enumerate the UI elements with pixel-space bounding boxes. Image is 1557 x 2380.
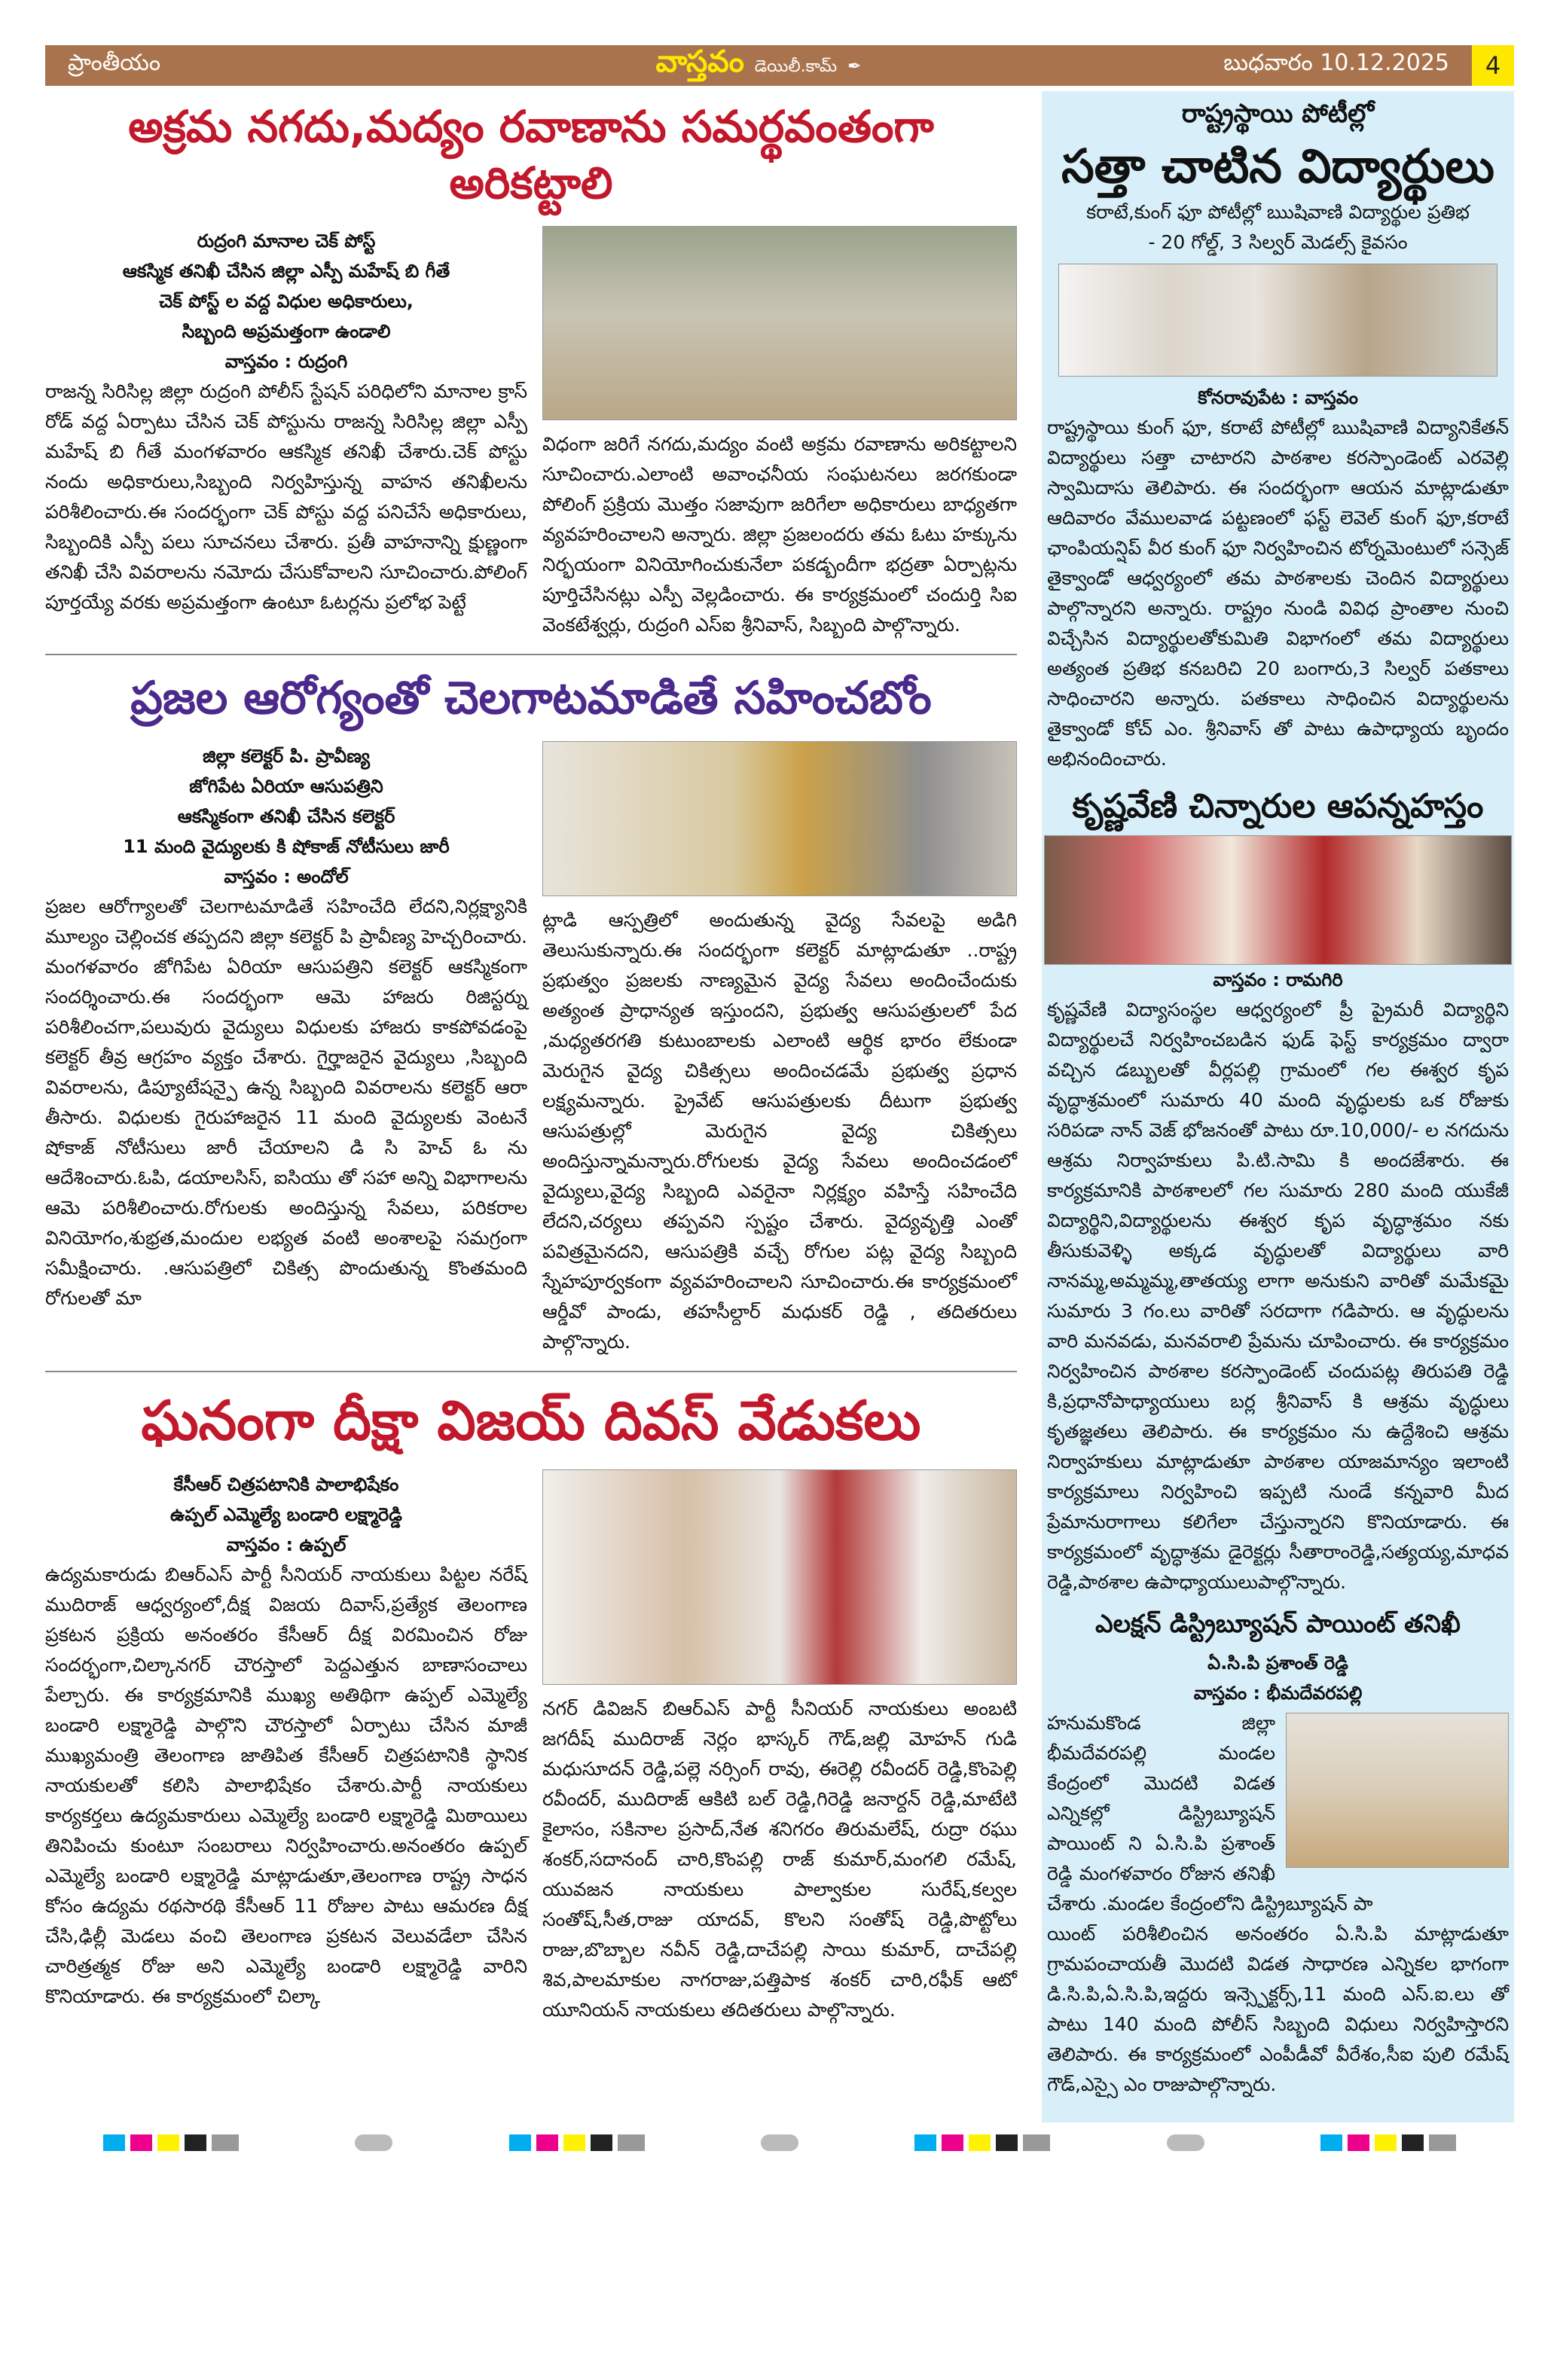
article1-body-col1: రాజన్న సిరిసిల్ల జిల్లా రుద్రంగి పోలీస్ స్టేషన్ పరిధిలోని మానాల క్రాస్ రోడ్ వద్ద ఏర్పాటు చేసిన చెక్ పోస్టును రాజన్న సిరిసిల్ల జిల్లా ఎస్పీ మహేష్ బి గీతే మంగళవారం ఆకస్మిక తనిఖీ చేశారు.చెక్ పోస్టు నందు అధికారులు,సిబ్బంది నిర్వహిస్తున్న వాహన తనిఖీలను పరిశీలించారు.ఈ సందర్భంగా చెక్ పోస్టు వద్ద పనిచేసే అధికారులు, సిబ్బందికి ఎస్పీ పలు సూచనలు చేశారు. ప్రతీ వాహనాన్ని క్షుణ్ణంగా తనిఖీ చేసి వివరాలను నమోదు చేసుకోవాలని సూచించారు.పోలింగ్ పూర్తయ్యే వరకు అప్రమత్తంగా ఉంటూ ఓటర్లను ప్రలోభ పెట్టే (45, 380, 527, 613)
right2-headline: కృష్ణవేణి చిన్నారుల ఆపన్నహస్తం (1072, 786, 1484, 825)
logo-subtext: డెయిలీ.కామ్ (754, 57, 838, 76)
right1-deck (1047, 197, 1509, 258)
dateline: వాస్తవం : ఉప్పల్ (226, 1534, 347, 1556)
article2 (45, 741, 1017, 1357)
dateline: వాస్తవం : భీమదేవరపల్లి (1193, 1682, 1363, 1704)
subhead: రుద్రంగి మానాల చెక్ పోస్ట్ (197, 230, 376, 252)
page-body (45, 91, 1514, 2122)
page-header (45, 45, 1514, 86)
section-name: ప్రాంతీయం (68, 50, 161, 76)
article3-body-col1: ఉద్యమకారుడు బిఆర్ఎస్ పార్టీ సీనియర్ నాయకులు పిట్టల నరేష్ ముదిరాజ్ ఆధ్వర్యంలో,దీక్ష విజయ దివాస్,ప్రత్యేక తెలంగాణ ప్రకటన ప్రక్రియ అనంతరం కేసీఆర్ దీక్ష విరమించిన రోజు సందర్భంగా,చిల్కానగర్ చౌరస్తాలో పెద్దఎత్తున బాణాసంచాలు పేల్చారు. ఈ కార్యక్రమానికి ముఖ్య అతిథిగా ఉప్పల్ ఎమ్మెల్యే బండారి లక్ష్మారెడ్డి పాల్గొని చౌరస్తాలో ఏర్పాటు చేసిన మాజీ ముఖ్యమంత్రి తెలంగాణ జాతిపిత కేసీఆర్ చిత్రపటానికి స్థానిక నాయకులతో కలిసి పాలాభిషేకం చేశారు.పార్టీ నాయకులు కార్యకర్తలు ఉద్యమకారులు ఎమ్మెల్యే బండారి లక్ష్మారెడ్డి మిఠాయిలు తినిపించు కుంటూ సంబరాలు నిర్వహించారు.అనంతరం ఉప్పల్ ఎమ్మెల్యే బండారి లక్ష్మారెడ్డి మాట్లాడుతూ,తెలంగాణ రాష్ట్ర సాధన కోసం ఉద్యమ రథసారథి కేసీఆర్ 11 రోజుల పాటు ఆమరణ దీక్ష చేసి,ఢిల్లీ మెడలు వంచి తెలంగాణ ప్రకటన వెలువడేలా చేసిన చారిత్రత్మక రోజు అని ఎమ్మెల్యే బండారి లక్ష్మారెడ్డి వారిని కొనియాడారు. ఈ కార్యక్రమంలో చిల్కా (45, 1564, 527, 2008)
article3-photo (542, 1469, 1017, 1685)
color-bar (103, 2134, 239, 2151)
pen-icon: ✒ (847, 57, 862, 76)
color-bar (914, 2134, 1050, 2151)
color-bar (509, 2134, 645, 2151)
right3-body-wrap: హనుమకొండ జిల్లా భీమదేవరపల్లి మండల కేంద్రంలో మొదటి విడత ఎన్నికల్లో డిస్ట్రిబ్యూషన్ పాయింట్ ని ఏ.సి.పి ప్రశాంత్ రెడ్డి మంగళవారం రోజున తనిఖీ చేశారు .మండల కేంద్రంలోని డిస్ట్రిబ్యూషన్ పా (1047, 1711, 1373, 1915)
dateline: వాస్తవం : అందోల్ (224, 865, 349, 887)
subhead: జోగిపేట ఏరియా ఆసుపత్రిని (189, 775, 383, 797)
article1-headline: అక్రమ నగదు,మద్యం రవాణాను సమర్థవంతంగా అరికట్టాలి (128, 101, 934, 209)
right3-photo (1286, 1713, 1509, 1868)
article2-body-col2: ట్లాడి ఆస్పత్రిలో అందుతున్న వైద్య సేవలపై అడిగి తెలుసుకున్నారు.ఈ సందర్భంగా కలెక్టర్ మాట్లాడుతూ ..రాష్ట్ర ప్రభుత్వం ప్రజలకు నాణ్యమైన వైద్య సేవలు అందించేందుకు అత్యంత ప్రాధాన్యత ఇస్తుందని, ప్రభుత్వ ఆసుపత్రులలో పేద ,మధ్యతరగతి కుటుంబాలకు ఎలాంటి ఆర్థిక భారం లేకుండా మెరుగైన వైద్య చికిత్సలు అందించడమే ప్రభుత్వ ప్రధాన లక్ష్యమన్నారు. ప్రైవేట్ ఆసుపత్రులకు దీటుగా ప్రభుత్వ ఆసుపత్రుల్లో మెరుగైన వైద్య చికిత్సలు అందిస్తున్నామన్నారు.రోగులకు వైద్య సేవలు అందించడంలో వైద్యులు,వైద్య సిబ్బంది ఎవరైనా నిర్లక్ష్యం వహిస్తే సహించేది లేదని,చర్యలు తప్పవని స్పష్టం చేశారు. వైద్యవృత్తి ఎంతో పవిత్రమైనదని, ఆసుపత్రికి వచ్చే రోగుల పట్ల వైద్య సిబ్బంది స్నేహపూర్వకంగా వ్యవహరించాలని సూచించారు.ఈ కార్యక్రమంలో ఆర్డీవో పాండు, తహసీల్దార్ మధుకర్ రెడ్డి , తదితరులు పాల్గొన్నారు. (542, 908, 1017, 1353)
color-bar (1320, 2134, 1456, 2151)
article1 (45, 226, 1017, 640)
article2-photo (542, 741, 1017, 896)
registration-mark (1167, 2134, 1204, 2151)
dateline: కోనరావుపేట : వాస్తవం (1198, 386, 1358, 408)
right2-photo (1044, 835, 1512, 965)
deck-line: కరాటే,కుంగ్ ఫూ పోటీల్లో ఋషివాణి విద్యార్థుల ప్రతిభ (1086, 200, 1470, 223)
subhead: ఆకస్మిక తనిఖీ చేసిన జిల్లా ఎస్పీ మహేష్ బి గీతే (122, 260, 450, 282)
article2-body-col1: ప్రజల ఆరోగ్యాలతో చెలగాటమాడితే సహించేది లేదని,నిర్లక్ష్యానికి మూల్యం చెల్లించక తప్పదని జిల్లా కలెక్టర్ పి ప్రావీణ్య హెచ్చరించారు. మంగళవారం జోగిపేట ఏరియా ఆసుపత్రిని కలెక్టర్ ఆకస్మికంగా సందర్శించారు.ఈ సందర్భంగా ఆమె హాజరు రిజిస్టర్ను పరిశీలించగా,పలువురు వైద్యులు విధులకు హాజరు కాకపోవడంపై కలెక్టర్ తీవ్ర ఆగ్రహం వ్యక్తం చేశారు. గైర్హాజరైన వైద్యులు ,సిబ్బంది వివరాలను, డిప్యూటేషన్పై ఉన్న సిబ్బంది వివరాలను కలెక్టర్ ఆరా తీసారు. విధులకు గైరుహాజరైన 11 మంది వైద్యులకు వెంటనే షోకాజ్ నోటీసులు జారీ చేయాలని డి సి హెచ్ ఓ ను ఆదేశించారు.ఓపి, డయాలసిస్, ఐసియు తో సహా అన్ని విభాగాలను ఆమె పరిశీలించారు.రోగులకు అందిస్తున్న సేవలు, పరికరాల వినియోగం,శుభ్రత,మందుల లభ్యత వంటి అంశాలపై సమగ్రంగా సమీక్షించారు. .ఆసుపత్రిలో చికిత్స పొందుతున్న కొంతమంది రోగులతో మా (45, 895, 527, 1309)
article2-col2 (542, 741, 1017, 1357)
article3-col1 (45, 1469, 527, 2025)
article1-photo (542, 226, 1017, 420)
subhead: సిబ్బంది అప్రమత్తంగా ఉండాలి (182, 320, 391, 342)
dateline: వాస్తవం : రుద్రంగి (224, 350, 348, 372)
subhead: ఉప్పల్ ఎమ్మెల్యే బండారి లక్ష్మారెడ్డి (170, 1504, 402, 1526)
dateline: వాస్తవం : రామగిరి (1213, 969, 1343, 990)
deck-line: - 20 గోల్డ్, 3 సిల్వర్ మెడల్స్ కైవసం (1148, 230, 1408, 253)
newspaper-logo (499, 44, 1018, 87)
article1-col1 (45, 226, 527, 640)
article3 (45, 1469, 1017, 2025)
issue-date: బుధవారం 10.12.2025 (1223, 50, 1449, 76)
right1-photo (1058, 264, 1497, 377)
subhead: ఆకస్మికంగా తనిఖీ చేసిన కలెక్టర్ (177, 805, 395, 827)
print-marks (45, 2134, 1514, 2151)
right1-body: రాష్ట్రస్థాయి కుంగ్ ఫూ, కరాటే పోటీల్లో ఋషివాణి విద్యానికేతన్ విద్యార్థులు సత్తా చాటారని పాఠశాల కరస్పాండెంట్ ఎరవెల్లి స్వామిదాసు తెలిపారు. ఈ సందర్భంగా ఆయన మాట్లాడుతూ ఆదివారం వేములవాడ పట్టణంలో ఫస్ట్ లెవెల్ కుంగ్ ఫూ,కరాటే ఛాంపియన్షిప్ వీర కుంగ్ ఫూ నిర్వహించిన టోర్నమెంటులో సన్సెజ్ తైక్వాండో ఆధ్వర్యంలో తమ పాఠశాలకు చెందిన విద్యార్థులు పాల్గొన్నారని అన్నారు. రాష్ట్రం నుండి వివిధ ప్రాంతాల నుంచి విచ్చేసిన విద్యార్థులతోకుమితి విభాగంలో తమ విద్యార్థులు అత్యంత ప్రతిభ కనబరిచి 20 బంగారు,3 సిల్వర్ పతకాలు సాధించారని అన్నారు. పతకాలు సాధించిన విద్యార్థులను తైక్వాండో కోచ్ ఎం. శ్రీనివాస్ తో పాటు ఉపాధ్యాయ బృందం అభినందించారు. (1047, 416, 1509, 770)
page-number: 4 (1472, 45, 1514, 86)
subhead: కేసీఆర్ చిత్రపటానికి పాలాభిషేకం (173, 1474, 399, 1496)
divider (45, 654, 1017, 655)
logo-text: వాస్తవం (655, 44, 744, 79)
right3-body: యింట్ పరిశీలించిన అనంతరం ఏ.సి.పి మాట్లాడుతూ గ్రామపంచాయతీ మొదటి విడత సాధారణ ఎన్నికల భాగంగా డి.సి.పి,ఏ.సి.పి,ఇద్దరు ఇన్స్పెక్టర్స్,11 మంది ఎస్.ఐ.లు తో పాటు 140 మంది పోలీస్ సిబ్బంది విధులు నిర్వహిస్తారని తెలిపారు. ఈ కార్యక్రమంలో ఎంపీడీవో వీరేశం,సీఐ పులి రమేష్ గౌడ్,ఎస్సై ఎం రాజుపాల్గొన్నారు. (1047, 1922, 1509, 2095)
article3-headline: ఘనంగా దీక్షా విజయ్ దివస్ వేడుకలు (141, 1388, 921, 1452)
article3-col2 (542, 1469, 1017, 2025)
right1-kicker: రాష్ట్రస్థాయి పోటీల్లో (1181, 99, 1375, 129)
divider (45, 1371, 1017, 1372)
left-columns (45, 91, 1017, 2122)
subhead: చెక్ పోస్ట్ ల వద్ద విధుల అధికారులు, (159, 290, 414, 312)
subhead: 11 మంది వైద్యులకు కి షోకాజ్ నోటీసులు జారీ (123, 835, 450, 857)
registration-mark (355, 2134, 392, 2151)
article3-body-col2: నగర్ డివిజన్ బిఆర్ఎస్ పార్టీ సీనియర్ నాయకులు అంబటి జగదీష్ ముదిరాజ్ నెర్లం భాస్కర్ గౌడ్,జల్లి మోహన్ గుడి మధుసూదన్ రెడ్డి,పల్లె నర్సింగ్ రావు, ఈరెల్లి రవీందర్ రెడ్డి,కొంపెల్లి రవీందర్, ముదిరాజ్ ఆకిటి బల్ రెడ్డి,గిరెడ్డి జనార్దన్ రెడ్డి,మాటేటి కైలాసం, సకినాల ప్రసాద్,నేత శనిగరం తిరుమలేష్, రుద్రా రఘు శంకర్,సదానంద్ చారి,కొంపల్లి రాజ్ కుమార్,మంగలి రమేష్, యువజన నాయకులు పాల్వాకుల సురేష్,కల్వల సంతోష్,సీత,రాజు యాదవ్, కొలని సంతోష్ రెడ్డి,పొట్టోలు రాజు,బొబ్బాల నవీన్ రెడ్డి,దాచేపల్లి సాయి కుమార్, దాచేపల్లి శివ,పాలమాకుల నాగరాజు,పత్తిపాక శంకర్ చారి,రఫీక్ ఆటో యూనియన్ నాయకులు తదితరులు పాల్గొన్నారు. (542, 1698, 1017, 2021)
article1-body-col2: విధంగా జరిగే నగదు,మద్యం వంటి అక్రమ రవాణాను అరికట్టాలని సూచించారు.ఎలాంటి అవాంఛనీయ సంఘటనలు జరగకుండా పోలింగ్ ప్రక్రియ మొత్తం సజావుగా జరిగేలా అధికారులు బాధ్యతగా వ్యవహరించాలని అన్నారు. జిల్లా ప్రజలందరు తమ ఓటు హక్కును నిర్భయంగా వినియోగించుకునేలా పకడ్బందీగా భద్రతా ఏర్పాట్లను పూర్తిచేసినట్లు ఎస్పీ వెల్లడించారు. ఈ కార్యక్రమంలో చందుర్తి సిఐ వెంకటేశ్వర్లు, రుద్రంగి ఎస్ఐ శ్రీనివాస్, సిబ్బంది పాల్గొన్నారు. (542, 432, 1017, 636)
article2-col1 (45, 741, 527, 1357)
subhead: జిల్లా కలెక్టర్ పి. ప్రావీణ్య (202, 745, 371, 767)
right-column (1042, 91, 1514, 2122)
registration-mark (761, 2134, 798, 2151)
article2-headline: ప్రజల ఆరోగ్యంతో చెలగాటమాడితే సహించబోం (130, 671, 932, 725)
right3-headline: ఎలక్షన్ డిస్ట్రిబ్యూషన్ పాయింట్ తనిఖీ (1095, 1608, 1461, 1638)
right2-body: కృష్ణవేణి విద్యాసంస్థల ఆధ్వర్యంలో ప్రీ ప్రైమరీ విద్యార్థిని విద్యార్థులచే నిర్వహించబడిన ఫుడ్ ఫెస్ట్ కార్యక్రమం ద్వారా వచ్చిన డబ్బులతో వీర్లపల్లి గ్రామంలో గల ఈశ్వర కృప వృద్ధాశ్రమంలో సుమారు 40 మంది వృద్ధులకు ఒక రోజుకు సరిపడా నాన్ వెజ్ భోజనంతో పాటు రూ.10,000/- ల నగదును ఆశ్రమ నిర్వాహకులు పి.టి.సామి కి అందజేశారు. ఈ కార్యక్రమానికి పాఠశాలలో గల సుమారు 280 మంది యుకేజీ విద్యార్థిని,విద్యార్థులను ఈశ్వర కృప వృద్ధాశ్రమం నకు తీసుకువెళ్ళి అక్కడ వృద్ధులతో విద్యార్థులు వారి నానమ్మ,అమ్మమ్మ,తాతయ్య లాగా అనుకుని వారితో మమేకమై సుమారు 3 గం.లు వారితో సరదాగా గడిపారు. ఆ వృద్ధులను వారి మనవడు, మనవరాలి ప్రేమను చూపించారు. ఈ కార్యక్రమం నిర్వహించిన పాఠశాల కరస్పాండెంట్ చందుపట్ల తిరుపతి రెడ్డి కి,ప్రధానోపాధ్యాయులు బర్ల శ్రీనివాస్ కి ఆశ్రమ వృద్ధులు కృతజ్ఞతలు తెలిపారు. ఈ కార్యక్రమం ను ఉద్దేశించి ఆశ్రమ నిర్వాహకులు మాట్లాడుతూ పాఠశాల యాజమాన్యం ఇలాంటి కార్యక్రమాలు నిర్వహించి ఇప్పటి నుండే కన్నవారి మీద ప్రేమానురాగాలు కలిగేలా చేస్తున్నారని కొనియాడారు. ఈ కార్యక్రమంలో వృద్ధాశ్రమ డైరెక్టర్లు సీతారాంరెడ్డి,సత్యయ్య,మాధవ రెడ్డి,పాఠశాల ఉపాధ్యాయులుపాల్గొన్నారు. (1047, 998, 1509, 1593)
subhead: ఏ.సి.పి ప్రశాంత్ రెడ్డి (1207, 1652, 1348, 1674)
right1-headline: సత్తా చాటిన విద్యార్థులు (1061, 139, 1494, 194)
article1-col2 (542, 226, 1017, 640)
